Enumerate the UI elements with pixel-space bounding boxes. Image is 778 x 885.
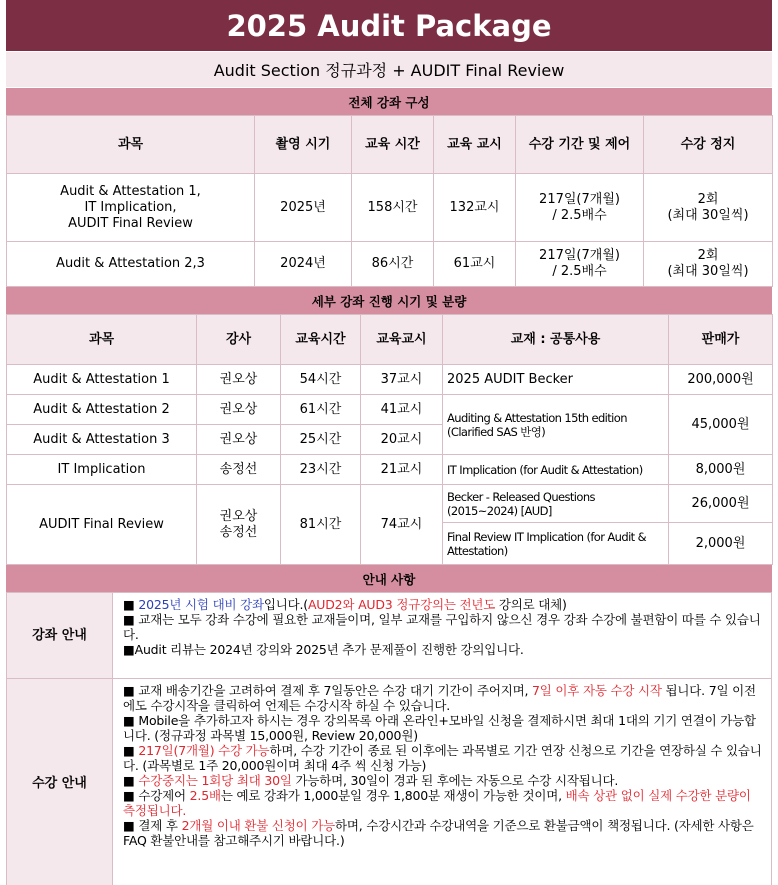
header-period: 수강 기간 및 제어 xyxy=(516,116,644,174)
course-notice-row xyxy=(7,593,772,679)
hours-cell: 54시간 xyxy=(281,365,361,395)
hours-cell: 61시간 xyxy=(281,395,361,425)
teacher-cell: 권오상 xyxy=(197,425,281,455)
section-overview-title: 전체 강좌 구성 xyxy=(6,88,772,115)
subject-cell: AUDIT Final Review xyxy=(7,485,197,565)
course-notice-label: 강좌 안내 xyxy=(7,593,113,679)
header-teacher: 강사 xyxy=(197,315,281,365)
subject-cell: Audit & Attestation 1, IT Implication, AUDIT Final Review xyxy=(7,174,255,242)
table-row xyxy=(7,242,773,287)
subject-cell: Audit & Attestation 1 xyxy=(7,365,197,395)
book-cell: 2025 AUDIT Becker xyxy=(443,365,669,395)
audit-package-page xyxy=(6,0,772,885)
page-title: 2025 Audit Package xyxy=(6,0,772,52)
price-cell: 26,000원 xyxy=(669,485,773,523)
sessions-cell: 132교시 xyxy=(434,174,516,242)
subject-cell: Audit & Attestation 2,3 xyxy=(7,242,255,287)
pause-cell: 2회 (최대 30일씩) xyxy=(644,242,773,287)
notice-table xyxy=(6,592,772,885)
hours-cell: 25시간 xyxy=(281,425,361,455)
sessions-cell: 41교시 xyxy=(361,395,443,425)
table-header-row xyxy=(7,116,773,174)
section-detail-title: 세부 강좌 진행 시기 및 분량 xyxy=(6,287,772,314)
teacher-cell: 권오상 xyxy=(197,365,281,395)
sessions-cell: 74교시 xyxy=(361,485,443,565)
header-price: 판매가 xyxy=(669,315,773,365)
table-row xyxy=(7,395,773,425)
period-cell: 217일(7개월) / 2.5배수 xyxy=(516,174,644,242)
price-cell: 8,000원 xyxy=(669,455,773,485)
header-book: 교재 : 공통사용 xyxy=(443,315,669,365)
page-subtitle: Audit Section 정규과정 + AUDIT Final Review xyxy=(6,52,772,88)
detail-table xyxy=(6,314,773,565)
subject-cell: IT Implication xyxy=(7,455,197,485)
section-notice-title: 안내 사항 xyxy=(6,565,772,592)
table-row xyxy=(7,455,773,485)
sessions-cell: 20교시 xyxy=(361,425,443,455)
book-cell: IT Implication (for Audit & Attestation) xyxy=(443,455,669,485)
header-year: 촬영 시기 xyxy=(255,116,352,174)
price-cell: 45,000원 xyxy=(669,395,773,455)
table-row xyxy=(7,365,773,395)
teacher-cell: 권오상 xyxy=(197,395,281,425)
subject-cell: Audit & Attestation 3 xyxy=(7,425,197,455)
course-notice-body: ■ 2025년 시험 대비 강좌입니다.(AUD2와 AUD3 정규강의는 전년도 강의로 대체) ■ 교재는 모두 강좌 수강에 필요한 교재들이며, 일부 교재를 구입하지 않으신 경우 강좌 수강에 불편함이 따를 수 있습니다. ■Audit 리뷰는 2024년 강의와 2025년 추가 문제풀이 진행한 강의입니다. xyxy=(113,593,772,679)
price-cell: 2,000원 xyxy=(669,523,773,565)
teacher-cell: 권오상 송정선 xyxy=(197,485,281,565)
table-row xyxy=(7,485,773,523)
study-notice-label: 수강 안내 xyxy=(7,679,113,885)
book-cell: Final Review IT Implication (for Audit & Attestation) xyxy=(443,523,669,565)
table-header-row xyxy=(7,315,773,365)
study-notice-row xyxy=(7,679,772,885)
book-cell: Auditing & Attestation 15th edition (Clarified SAS 반영) xyxy=(443,395,669,455)
header-hours: 교육 시간 xyxy=(352,116,434,174)
hours-cell: 23시간 xyxy=(281,455,361,485)
header-pause: 수강 정지 xyxy=(644,116,773,174)
period-cell: 217일(7개월) / 2.5배수 xyxy=(516,242,644,287)
header-subject: 과목 xyxy=(7,315,197,365)
teacher-cell: 송정선 xyxy=(197,455,281,485)
header-sessions: 교육 교시 xyxy=(434,116,516,174)
header-hours: 교육시간 xyxy=(281,315,361,365)
hours-cell: 158시간 xyxy=(352,174,434,242)
header-subject: 과목 xyxy=(7,116,255,174)
sessions-cell: 37교시 xyxy=(361,365,443,395)
overview-table xyxy=(6,115,773,287)
price-cell: 200,000원 xyxy=(669,365,773,395)
sessions-cell: 61교시 xyxy=(434,242,516,287)
pause-cell: 2회 (최대 30일씩) xyxy=(644,174,773,242)
hours-cell: 86시간 xyxy=(352,242,434,287)
sessions-cell: 21교시 xyxy=(361,455,443,485)
hours-cell: 81시간 xyxy=(281,485,361,565)
table-row xyxy=(7,174,773,242)
subject-cell: Audit & Attestation 2 xyxy=(7,395,197,425)
header-sessions: 교육교시 xyxy=(361,315,443,365)
year-cell: 2025년 xyxy=(255,174,352,242)
book-cell: Becker - Released Questions (2015~2024) [AUD] xyxy=(443,485,669,523)
year-cell: 2024년 xyxy=(255,242,352,287)
study-notice-body: ■ 교재 배송기간을 고려하여 결제 후 7일동안은 수강 대기 기간이 주어지며, 7일 이후 자동 수강 시작 됩니다. 7일 이전에도 수강시작을 클릭하여 언제든 수강시작 하실 수 있습니다. ■ Mobile을 추가하고자 하시는 경우 강의목록 아래 온라인+모바일 신청을 결제하시면 최대 1대의 기기 연결이 가능합니다. (정규과정 과목별 15,000원, Review 20,000원) ■ 217일(7개월) 수강 가능하며, 수강 기간이 종료 된 이후에는 과목별로 기간 연장 신청으로 기간을 연장하실 수 있습니다. (과목별로 1주 20,000원이며 최대 4주 씩 신청 가능) ■ 수강중지는 1회당 최대 30일 가능하며, 30일이 경과 된 후에는 자동으로 수강 시작됩니다. ■ 수강제어 2.5배는 예로 강좌가 1,000분일 경우 1,800분 재생이 가능한 것이며, 배속 상관 없이 실제 수강한 분량이 측정됩니다. ■ 결제 후 2개월 이내 환불 신청이 가능하며, 수강시간과 수강내역을 기준으로 환불금액이 책정됩니다. (자세한 사항은 FAQ 환불안내를 참고해주시기 바랍니다.) xyxy=(113,679,772,885)
